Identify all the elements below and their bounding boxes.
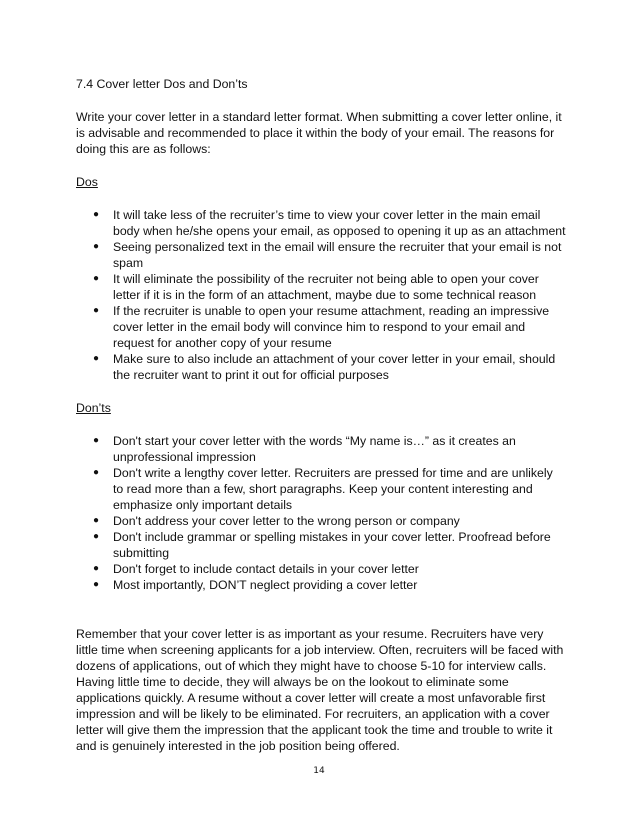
dos-label: Dos — [76, 175, 98, 189]
bullet-icon: ● — [93, 209, 100, 220]
bullet-icon: ● — [93, 531, 100, 542]
list-item-text: It will eliminate the possibility of the recruiter not being able to open your cover letter if it is in the form of an attachment, maybe due to some technical reason — [113, 272, 539, 302]
donts-label: Don’ts — [76, 401, 111, 415]
list-item — [76, 271, 566, 303]
list-item — [76, 561, 566, 577]
bullet-icon: ● — [93, 353, 100, 364]
closing-paragraph: Remember that your cover letter is as important as your resume. Recruiters have very little time when screening applicants for a job interview. Often, recruiters will be faced with dozens of applications, out of which they might have to choose 5-10 for interview calls. Having little time to decide, they will always be on the lookout to eliminate some applications quickly. A resume without a cover letter will create a most unfavorable first impression and will be likely to be eliminated. For recruiters, an application with a cover letter will give them the impression that the applicant took the time and trouble to write it and is genuinely interested in the job position being offered. — [76, 627, 564, 753]
list-item — [76, 433, 566, 465]
list-item-text: If the recruiter is unable to open your resume attachment, reading an impressive cover letter in the email body will convince him to respond to your email and request for another copy of your resume — [113, 304, 550, 350]
list-item — [76, 351, 566, 383]
list-item — [76, 207, 566, 239]
list-item-text: It will take less of the recruiter’s time to view your cover letter in the main email body when he/she opens your email, as opposed to opening it up as an attachment — [113, 208, 566, 238]
bullet-icon: ● — [93, 241, 100, 252]
dos-list — [76, 207, 566, 383]
list-item — [76, 529, 566, 561]
document-page — [76, 76, 566, 771]
bullet-icon: ● — [93, 467, 100, 478]
intro-paragraph: Write your cover letter in a standard letter format. When submitting a cover letter online, it is advisable and recommended to place it within the body of your email. The reasons for doing this are as follows: — [76, 110, 562, 156]
list-item-text: Don't write a lengthy cover letter. Recruiters are pressed for time and are unlikely to read more than a few, short paragraphs. Keep your content interesting and emphasize only important details — [113, 466, 553, 512]
list-item — [76, 465, 566, 513]
list-item-text: Don't address your cover letter to the wrong person or company — [113, 514, 460, 528]
bullet-icon: ● — [93, 579, 100, 590]
bullet-icon: ● — [93, 515, 100, 526]
bullet-icon: ● — [93, 435, 100, 446]
list-item-text: Most importantly, DON’T neglect providing a cover letter — [113, 578, 418, 592]
list-item — [76, 513, 566, 529]
section-heading: 7.4 Cover letter Dos and Don’ts — [76, 77, 248, 91]
list-item-text: Don't forget to include contact details in your cover letter — [113, 562, 419, 576]
bullet-icon: ● — [93, 273, 100, 284]
donts-list — [76, 433, 566, 593]
list-item-text: Seeing personalized text in the email will ensure the recruiter that your email is not spam — [113, 240, 562, 270]
bullet-icon: ● — [93, 563, 100, 574]
list-item-text: Don't start your cover letter with the words “My name is…” as it creates an unprofessional impression — [113, 434, 516, 464]
bullet-icon: ● — [93, 305, 100, 316]
page-number: 14 — [313, 766, 325, 776]
list-item — [76, 303, 566, 351]
list-item — [76, 239, 566, 271]
list-item — [76, 577, 566, 593]
list-item-text: Don't include grammar or spelling mistakes in your cover letter. Proofread before submitting — [113, 530, 551, 560]
list-item-text: Make sure to also include an attachment of your cover letter in your email, should the recruiter want to print it out for official purposes — [113, 352, 556, 382]
